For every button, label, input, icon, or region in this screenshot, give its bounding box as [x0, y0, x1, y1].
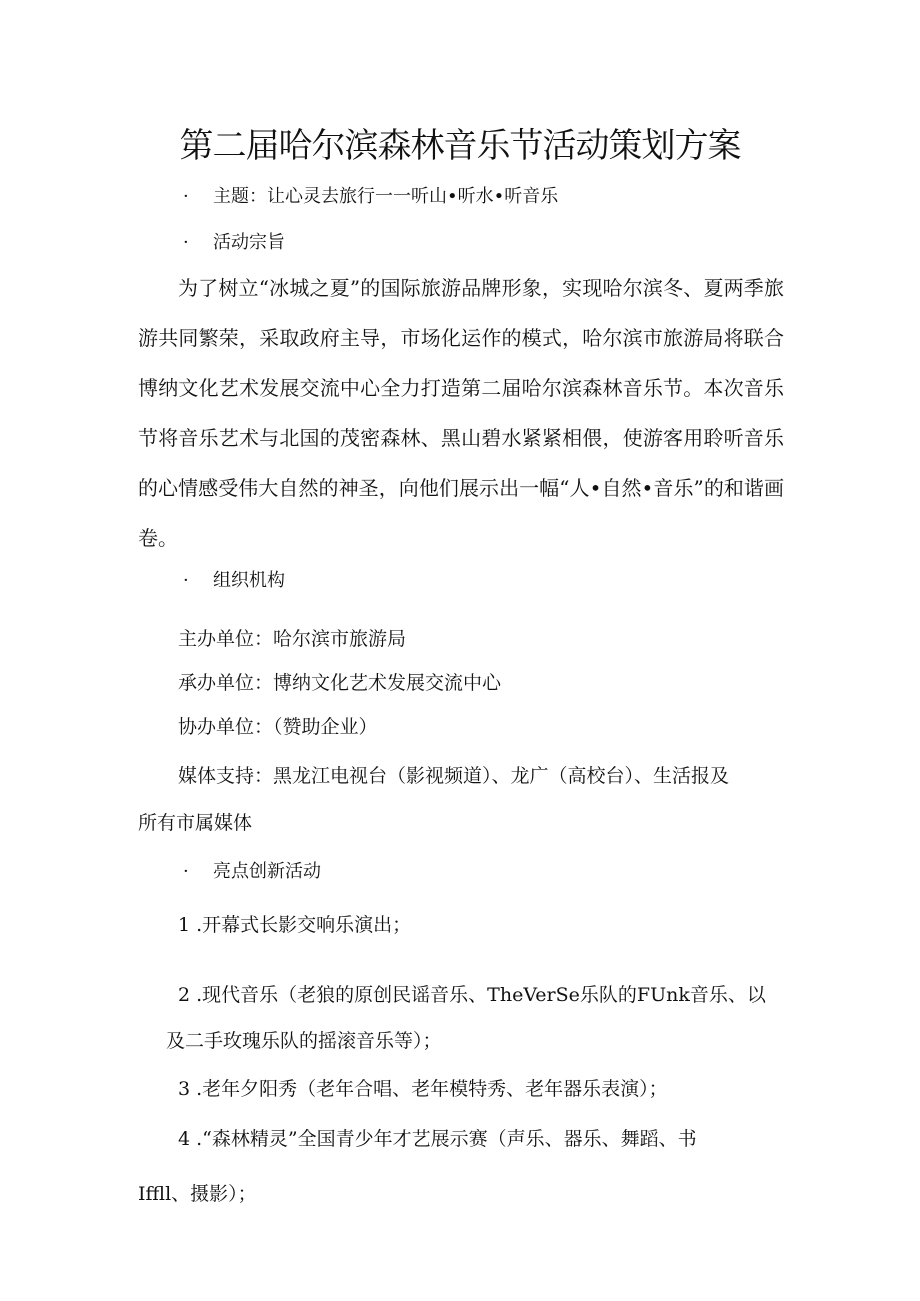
purpose-paragraph: 为了树立“冰城之夏”的国际旅游品牌形象，实现哈尔滨冬、夏两季旅游共同繁荣，采取政府主导，市场化运作的模式，哈尔滨市旅游局将联合博纳文化艺术发展交流中心全力打造第二届哈尔滨森林音乐节。本次音乐节将音乐艺术与北国的茂密森林、黑山碧水紧紧相偎，使游客用聆听音乐的心情感受伟大自然的神圣，向他们展示出一幅“人•自然•音乐”的和谐画卷。: [138, 276, 784, 550]
bullet-icon: ·: [183, 861, 189, 882]
section-heading-purpose: [183, 228, 285, 254]
org-media-line2: 所有市属媒体: [138, 812, 253, 834]
section-heading-text: 组织机构: [213, 570, 285, 591]
section-heading-text: 亮点创新活动: [213, 861, 321, 882]
theme-line: [183, 182, 558, 208]
bullet-icon: ·: [183, 232, 189, 253]
highlight-item-4-line2: Iffll、摄影）；: [138, 1183, 257, 1205]
theme-text: 主题：让心灵去旅行一一听山•听水•听音乐: [213, 186, 559, 207]
bullet-icon: ·: [183, 186, 189, 207]
org-media-line1: 媒体支持：黑龙江电视台（影视频道）、龙广（高校台）、生活报及: [178, 765, 730, 787]
org-co-organizer: 协办单位：（赞助企业）: [178, 716, 378, 738]
highlight-item-2-line1: 2 .现代音乐（老狼的原创民谣音乐、TheVerSe乐队的FUnk音乐、以: [178, 984, 766, 1006]
section-heading-org: [183, 566, 285, 592]
bullet-icon: ·: [183, 570, 189, 591]
document-title: 第二届哈尔滨森林音乐节活动策划方案: [179, 126, 741, 166]
org-organizer: 承办单位：博纳文化艺术发展交流中心: [178, 672, 502, 694]
highlight-item-3: 3 .老年夕阳秀（老年合唱、老年模特秀、老年器乐表演）；: [178, 1078, 668, 1100]
section-heading-text: 活动宗旨: [213, 232, 285, 253]
highlight-item-4-line1: 4 .“森林精灵”全国青少年才艺展示赛（声乐、器乐、舞蹈、书: [178, 1128, 697, 1150]
section-heading-highlights: [183, 857, 321, 883]
highlight-item-1: 1 .开幕式长影交响乐演出；: [178, 914, 412, 936]
highlight-item-2-line2: 及二手玫瑰乐队的摇滚音乐等）；: [166, 1030, 442, 1052]
org-host: 主办单位：哈尔滨市旅游局: [178, 628, 407, 650]
